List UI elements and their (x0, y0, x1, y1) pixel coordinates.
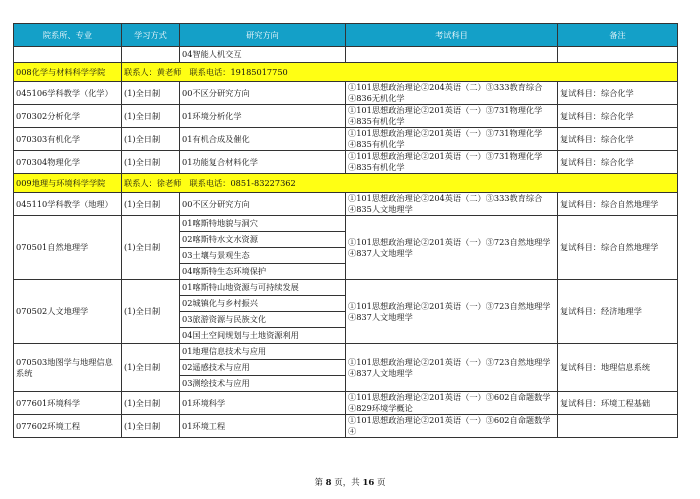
direction-item: 00不区分研究方向 (182, 198, 250, 209)
study-mode-cell: (1)全日制 (122, 392, 180, 415)
direction-cell: 01环境分析化学 (180, 105, 346, 128)
notes-cell (558, 415, 678, 438)
college-name: 009地理与环境科学学院 (14, 174, 122, 193)
study-mode-cell: (1)全日制 (122, 105, 180, 128)
direction-cell: 01有机合成及催化 (180, 128, 346, 151)
table-row (14, 392, 678, 415)
table-row (14, 105, 678, 128)
direction-item: 03旅游资源与民族文化 (180, 312, 345, 328)
table-row (14, 415, 678, 438)
exam-subjects-cell: ①101思想政治理论②201英语（一）③731物理化学④835有机化学 (346, 128, 558, 151)
notes-cell: 复试科目：综合化学 (558, 151, 678, 174)
study-mode-cell: (1)全日制 (122, 280, 180, 344)
table-row (14, 82, 678, 105)
header-exam-subjects: 考试科目 (346, 24, 558, 47)
header-research-direction: 研究方向 (180, 24, 346, 47)
table-row (14, 280, 678, 344)
exam-subjects-cell: ①101思想政治理论②201英语（一）③723自然地理学④837人文地理学 (346, 344, 558, 392)
direction-item: 01喀斯特地貌与洞穴 (180, 216, 345, 232)
college-9-rows (14, 193, 678, 438)
current-page: 8 (325, 478, 332, 488)
college-8-rows (14, 82, 678, 174)
page-footer (0, 476, 700, 488)
exam-subjects-cell: ①101思想政治理论②201英语（一）③723自然地理学④837人文地理学 (346, 216, 558, 280)
college-contact: 联系人：徐老师 联系电话：0851-83227362 (122, 174, 678, 193)
direction-item: 02喀斯特水文水资源 (180, 232, 345, 248)
study-mode-cell: (1)全日制 (122, 344, 180, 392)
admissions-table-sheet (13, 23, 678, 438)
notes-cell: 复试科目：地理信息系统 (558, 344, 678, 392)
college-header-row (14, 174, 678, 193)
direction-cell: 04智能人机交互 (180, 47, 346, 63)
direction-item: 01环境工程 (182, 420, 226, 431)
direction-cell (180, 280, 346, 344)
major-cell: 070303有机化学 (14, 128, 122, 151)
direction-cell: 00不区分研究方向 (180, 82, 346, 105)
college-name: 008化学与材料科学学院 (14, 63, 122, 82)
major-cell: 070502人文地理学 (14, 280, 122, 344)
direction-cell: 01功能复合材料化学 (180, 151, 346, 174)
table-row (14, 151, 678, 174)
notes-cell: 复试科目：经济地理学 (558, 280, 678, 344)
direction-item: 01环境科学 (182, 397, 226, 408)
direction-item: 02城镇化与乡村振兴 (180, 296, 345, 312)
notes-cell: 复试科目：综合化学 (558, 82, 678, 105)
direction-item: 03土壤与景观生态 (180, 248, 345, 264)
exam-subjects-cell: ①101思想政治理论②201英语（一）③602自命题数学④829环境学概论 (346, 392, 558, 415)
notes-cell: 复试科目：综合自然地理学 (558, 193, 678, 216)
notes-cell: 复试科目：综合化学 (558, 105, 678, 128)
footer-middle: 页，共 (331, 478, 363, 488)
direction-item: 01地理信息技术与应用 (180, 344, 345, 360)
direction-cell (180, 415, 346, 438)
header-major: 院系所、专业 (14, 24, 122, 47)
footer-suffix: 页 (374, 478, 386, 488)
direction-item: 03测绘技术与应用 (182, 378, 250, 388)
college-contact: 联系人：黄老师 联系电话：19185017750 (122, 63, 678, 82)
major-cell: 070302分析化学 (14, 105, 122, 128)
study-mode-cell: (1)全日制 (122, 128, 180, 151)
table-row (14, 344, 678, 392)
major-cell: 070304物理化学 (14, 151, 122, 174)
study-mode-cell: (1)全日制 (122, 216, 180, 280)
table-row (14, 193, 678, 216)
exam-subjects-cell: ①101思想政治理论②201英语（一）③602自命题数学④ (346, 415, 558, 438)
study-mode-cell: (1)全日制 (122, 193, 180, 216)
major-cell: 077601环境科学 (14, 392, 122, 415)
footer-prefix: 第 (314, 478, 326, 488)
major-cell: 077602环境工程 (14, 415, 122, 438)
header-study-mode: 学习方式 (122, 24, 180, 47)
exam-subjects-cell: ①101思想政治理论②201英语（一）③731物理化学④835有机化学 (346, 105, 558, 128)
major-cell: 070503地图学与地理信息系统 (14, 344, 122, 392)
admissions-table (13, 23, 678, 438)
exam-subjects-cell: ①101思想政治理论②201英语（一）③731物理化学④835有机化学 (346, 151, 558, 174)
direction-item: 01喀斯特山地资源与可持续发展 (180, 280, 345, 296)
notes-cell: 复试科目：环境工程基础 (558, 392, 678, 415)
direction-cell (180, 392, 346, 415)
header-row (14, 24, 678, 47)
notes-cell: 复试科目：综合自然地理学 (558, 216, 678, 280)
notes-cell: 复试科目：综合化学 (558, 128, 678, 151)
direction-cell (180, 193, 346, 216)
exam-subjects-cell: ①101思想政治理论②204英语（二）③333教育综合④835人文地理学 (346, 193, 558, 216)
header-notes: 备注 (558, 24, 678, 47)
direction-item: 04国土空间规划与土地资源利用 (182, 330, 299, 340)
college-header-row (14, 63, 678, 82)
direction-item: 04喀斯特生态环境保护 (182, 266, 267, 276)
direction-item: 02遥感技术与应用 (180, 360, 345, 376)
exam-subjects-cell: ①101思想政治理论②204英语（二）③333教育综合④836无机化学 (346, 82, 558, 105)
table-row (14, 128, 678, 151)
exam-subjects-cell: ①101思想政治理论②201英语（一）③723自然地理学④837人文地理学 (346, 280, 558, 344)
study-mode-cell: (1)全日制 (122, 415, 180, 438)
study-mode-cell: (1)全日制 (122, 82, 180, 105)
table-row (14, 216, 678, 280)
direction-cell (180, 216, 346, 280)
table-row (14, 47, 678, 63)
major-cell: 070501自然地理学 (14, 216, 122, 280)
total-pages: 16 (362, 478, 375, 488)
major-cell: 045106学科教学（化学） (14, 82, 122, 105)
study-mode-cell: (1)全日制 (122, 151, 180, 174)
major-cell: 045110学科教学（地理） (14, 193, 122, 216)
direction-cell (180, 344, 346, 392)
